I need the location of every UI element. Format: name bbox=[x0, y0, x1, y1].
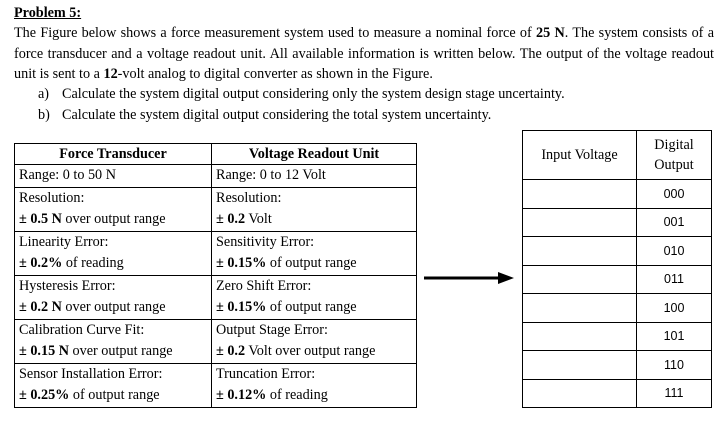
spec-label: Resolution: bbox=[19, 189, 85, 206]
spec-cell bbox=[15, 319, 212, 363]
nominal-force: 25 N bbox=[536, 25, 565, 41]
digital-output-cell: 001 bbox=[637, 208, 712, 237]
header-input-voltage: Input Voltage bbox=[523, 131, 637, 180]
adc-header-row bbox=[523, 131, 712, 180]
adc-table bbox=[522, 130, 712, 408]
spec-cell bbox=[212, 231, 417, 275]
spec-value: ± 0.12% of reading bbox=[216, 387, 328, 403]
input-voltage-cell bbox=[523, 265, 637, 294]
spec-value: ± 0.25% of output range bbox=[19, 387, 160, 403]
spec-label: Zero Shift Error: bbox=[216, 277, 312, 294]
digital-output-cell: 111 bbox=[637, 379, 712, 408]
spec-cell bbox=[212, 363, 417, 407]
adc-row bbox=[523, 237, 712, 266]
spec-value: ± 0.2 Volt bbox=[216, 211, 272, 227]
spec-cell bbox=[15, 363, 212, 407]
digital-output-cell: 011 bbox=[637, 265, 712, 294]
spec-label: Sensitivity Error: bbox=[216, 233, 315, 250]
question-label: b) bbox=[38, 106, 50, 123]
spec-row bbox=[15, 363, 417, 407]
statement-text-1: The Figure below shows a force measurement system used to measure a nominal force of bbox=[14, 25, 537, 41]
adc-row bbox=[523, 180, 712, 209]
spec-value: ± 0.15% of output range bbox=[216, 299, 357, 315]
spec-cell bbox=[15, 231, 212, 275]
adc-row bbox=[523, 294, 712, 323]
spec-label: Linearity Error: bbox=[19, 233, 109, 250]
input-voltage-cell bbox=[523, 180, 637, 209]
spec-value: ± 0.2% of reading bbox=[19, 255, 124, 271]
spec-row bbox=[15, 275, 417, 319]
adc-row bbox=[523, 379, 712, 408]
input-voltage-cell bbox=[523, 351, 637, 380]
digital-output-cell: 101 bbox=[637, 322, 712, 351]
spec-cell bbox=[15, 275, 212, 319]
header-voltage-readout: Voltage Readout Unit bbox=[212, 144, 417, 165]
spec-row bbox=[15, 231, 417, 275]
digital-output-cell: 000 bbox=[637, 180, 712, 209]
force-range: Range: 0 to 50 N bbox=[15, 165, 212, 188]
spec-cell bbox=[212, 187, 417, 231]
spec-range-row bbox=[15, 165, 417, 188]
adc-row bbox=[523, 351, 712, 380]
problem-title: Problem 5: bbox=[14, 5, 82, 21]
digital-output-cell: 100 bbox=[637, 294, 712, 323]
input-voltage-cell bbox=[523, 294, 637, 323]
adc-row bbox=[523, 265, 712, 294]
spec-row bbox=[15, 319, 417, 363]
header-digital-output: Digital Output bbox=[637, 131, 712, 180]
spec-table bbox=[14, 143, 417, 408]
input-voltage-cell bbox=[523, 208, 637, 237]
spec-value: ± 0.2 N over output range bbox=[19, 299, 166, 315]
adc-row bbox=[523, 322, 712, 351]
statement-text-3: -volt analog to digital converter as shown in the Figure. bbox=[117, 66, 433, 82]
digital-output-cell: 110 bbox=[637, 351, 712, 380]
input-voltage-cell bbox=[523, 322, 637, 351]
spec-label: Resolution: bbox=[216, 189, 282, 206]
question-text: Calculate the system digital output considering the total system uncertainty. bbox=[62, 106, 492, 123]
spec-cell bbox=[212, 275, 417, 319]
spec-value: ± 0.2 Volt over output range bbox=[216, 343, 376, 359]
question-a bbox=[38, 84, 565, 105]
statement-text-2: . The system consists of a force transducer and a voltage readout unit. All available information is written below. The output of the voltage readout unit is sent to a bbox=[14, 25, 714, 82]
spec-cell bbox=[212, 319, 417, 363]
question-label: a) bbox=[38, 86, 50, 102]
spec-value: ± 0.5 N over output range bbox=[19, 211, 166, 227]
input-voltage-cell bbox=[523, 379, 637, 408]
spec-value: ± 0.15 N over output range bbox=[19, 343, 173, 359]
question-b bbox=[38, 105, 565, 126]
spec-label: Output Stage Error: bbox=[216, 321, 328, 338]
spec-header-row bbox=[15, 144, 417, 165]
digital-output-cell: 010 bbox=[637, 237, 712, 266]
spec-value: ± 0.15% of output range bbox=[216, 255, 357, 271]
adc-row bbox=[523, 208, 712, 237]
header-force-transducer: Force Transducer bbox=[15, 144, 212, 165]
spec-label: Sensor Installation Error: bbox=[19, 365, 163, 382]
spec-label: Hysteresis Error: bbox=[19, 277, 116, 294]
spec-cell bbox=[15, 187, 212, 231]
question-list bbox=[38, 84, 565, 125]
spec-label: Calibration Curve Fit: bbox=[19, 321, 145, 338]
spec-row bbox=[15, 187, 417, 231]
input-voltage-cell bbox=[523, 237, 637, 266]
question-text: Calculate the system digital output considering only the system design stage uncertainty. bbox=[62, 86, 565, 102]
voltage-range: Range: 0 to 12 Volt bbox=[212, 165, 417, 188]
spec-label: Truncation Error: bbox=[216, 365, 316, 382]
adc-voltage: 12 bbox=[103, 66, 118, 82]
problem-statement bbox=[14, 23, 714, 85]
arrow-right-icon bbox=[424, 270, 514, 286]
